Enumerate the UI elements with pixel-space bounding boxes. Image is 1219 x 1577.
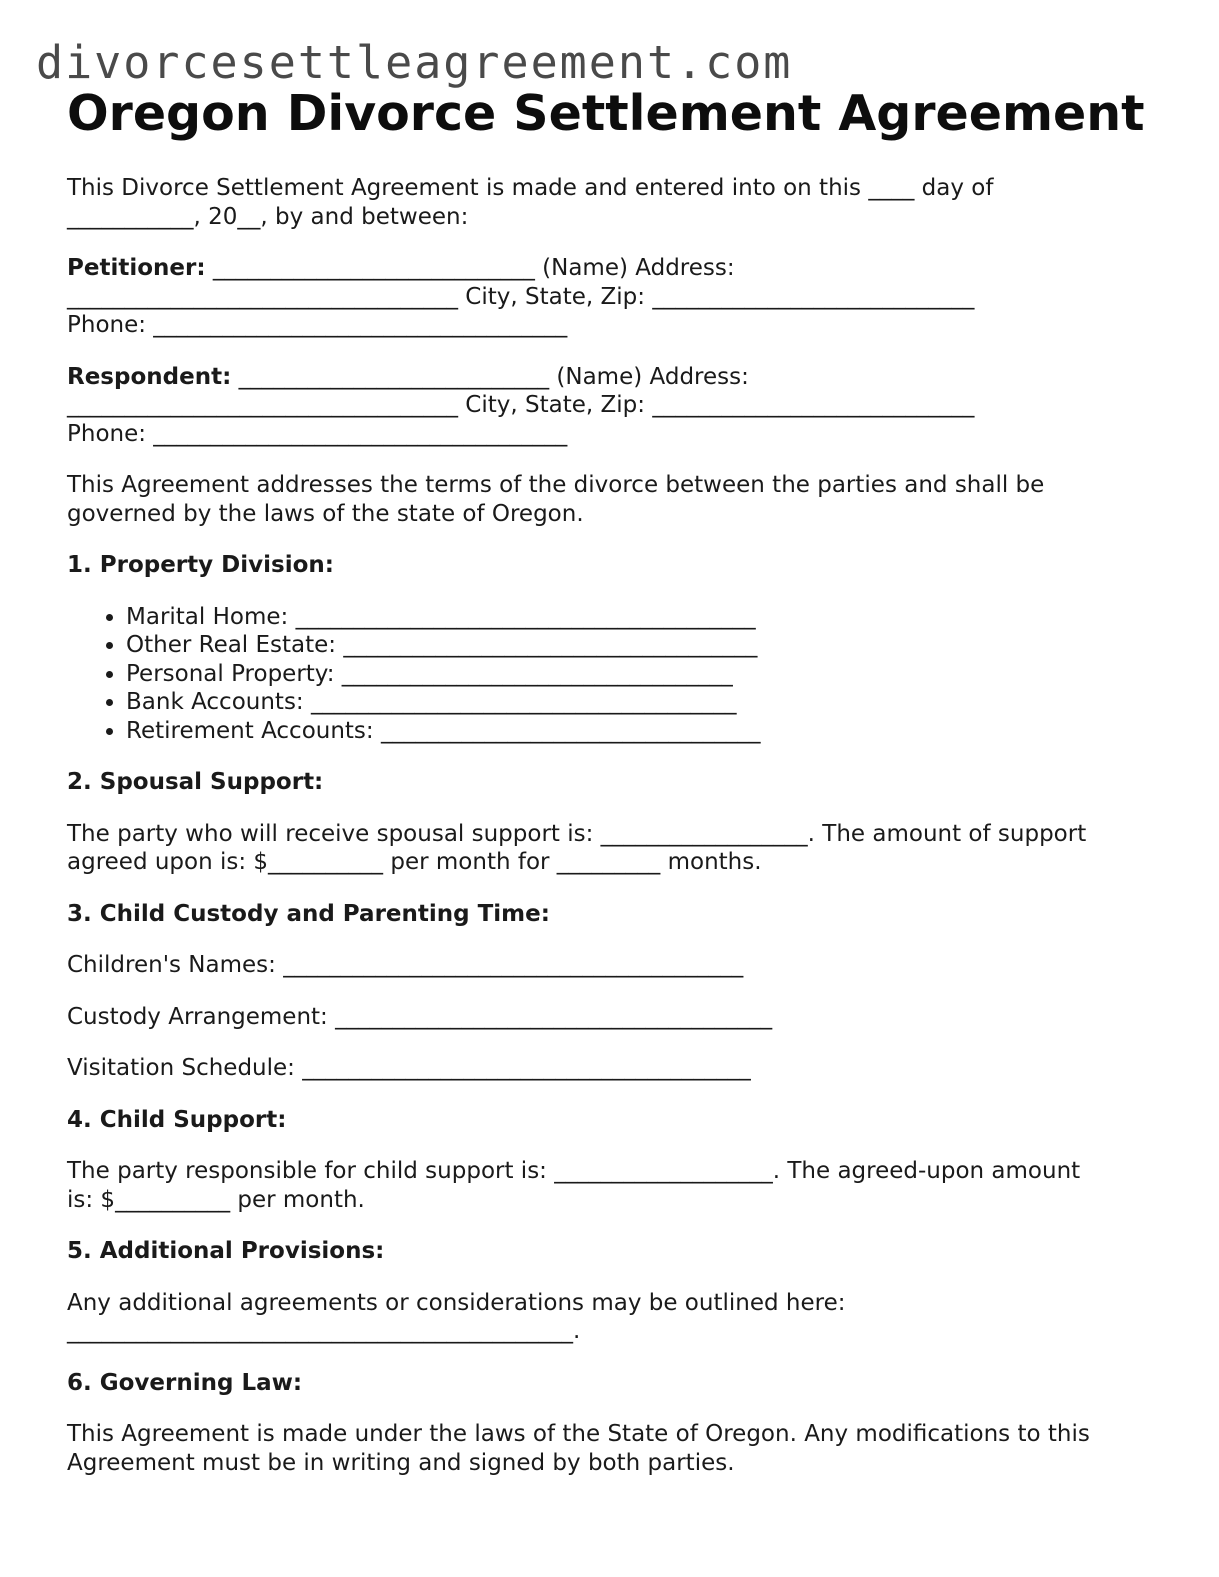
section-6-heading: 6. Governing Law: — [67, 1369, 303, 1396]
respondent-label: Respondent: — [67, 363, 232, 390]
document-body — [67, 174, 1157, 1500]
visitation-schedule-field: Visitation Schedule: _______________________________________ — [67, 1055, 751, 1081]
spousal-support-line-1: The party who will receive spousal support is: __________________. The amount of support — [67, 820, 1087, 847]
scope-line-2: governed by the laws of the state of Oregon. — [67, 500, 584, 527]
governing-law-line-1: This Agreement is made under the laws of the State of Oregon. Any modifications to this — [67, 1421, 1090, 1447]
property-item-retirement-accounts: • Retirement Accounts: _________________________________ — [126, 717, 1157, 746]
additional-provisions-line-2: ____________________________________________. — [67, 1318, 581, 1344]
child-support-line-1: The party responsible for child support is: ___________________. The agreed-upon amount — [67, 1158, 1081, 1184]
intro-line-1: This Divorce Settlement Agreement is made and entered into on this ____ day of — [67, 175, 994, 201]
respondent-block — [67, 363, 1157, 449]
intro-paragraph — [67, 174, 1157, 231]
child-support-line-2: is: $__________ per month. — [67, 1186, 365, 1213]
section-1-heading: 1. Property Division: — [67, 552, 334, 578]
governing-law-line-2: Agreement must be in writing and signed by both parties. — [67, 1449, 735, 1476]
spousal-support-paragraph — [67, 820, 1157, 877]
property-item-other-real-estate: • Other Real Estate: ____________________________________ — [126, 631, 1157, 660]
section-4-heading: 4. Child Support: — [67, 1106, 287, 1133]
respondent-phone-field: Phone: ____________________________________ — [67, 420, 568, 447]
property-list — [67, 603, 1157, 746]
petitioner-phone-field: Phone: ____________________________________ — [67, 312, 568, 338]
petitioner-name-address-field: ____________________________ (Name) Address: — [205, 255, 735, 281]
scope-line-1: This Agreement addresses the terms of the divorce between the parties and shall be — [67, 472, 1045, 498]
section-3-heading: 3. Child Custody and Parenting Time: — [67, 900, 550, 927]
site-watermark: divorcesettleagreement.com — [36, 36, 793, 89]
petitioner-block — [67, 254, 1157, 340]
petitioner-address-city-field: __________________________________ City, State, Zip: ____________________________ — [67, 283, 975, 310]
respondent-address-city-field: __________________________________ City, State, Zip: ____________________________ — [67, 392, 975, 418]
petitioner-label: Petitioner: — [67, 255, 206, 281]
additional-provisions-line-1: Any additional agreements or considerations may be outlined here: — [67, 1289, 846, 1316]
property-item-bank-accounts: • Bank Accounts: _____________________________________ — [126, 688, 1157, 717]
additional-provisions-paragraph — [67, 1289, 1157, 1346]
spousal-support-line-2: agreed upon is: $__________ per month for _________ months. — [67, 849, 762, 875]
governing-law-paragraph — [67, 1420, 1157, 1477]
respondent-name-address-field: ___________________________ (Name) Address: — [231, 363, 749, 390]
property-item-marital-home: • Marital Home: ________________________________________ — [126, 603, 1157, 632]
property-item-personal-property: • Personal Property: __________________________________ — [126, 660, 1157, 689]
custody-arrangement-field: Custody Arrangement: ______________________________________ — [67, 1003, 773, 1030]
child-support-paragraph — [67, 1157, 1157, 1214]
scope-paragraph — [67, 471, 1157, 528]
section-2-heading: 2. Spousal Support: — [67, 769, 324, 795]
section-5-heading: 5. Additional Provisions: — [67, 1238, 385, 1264]
document-title: Oregon Divorce Settlement Agreement — [67, 85, 1145, 142]
children-names-field: Children's Names: ________________________________________ — [67, 952, 744, 978]
intro-line-2: ___________, 20__, by and between: — [67, 203, 469, 230]
